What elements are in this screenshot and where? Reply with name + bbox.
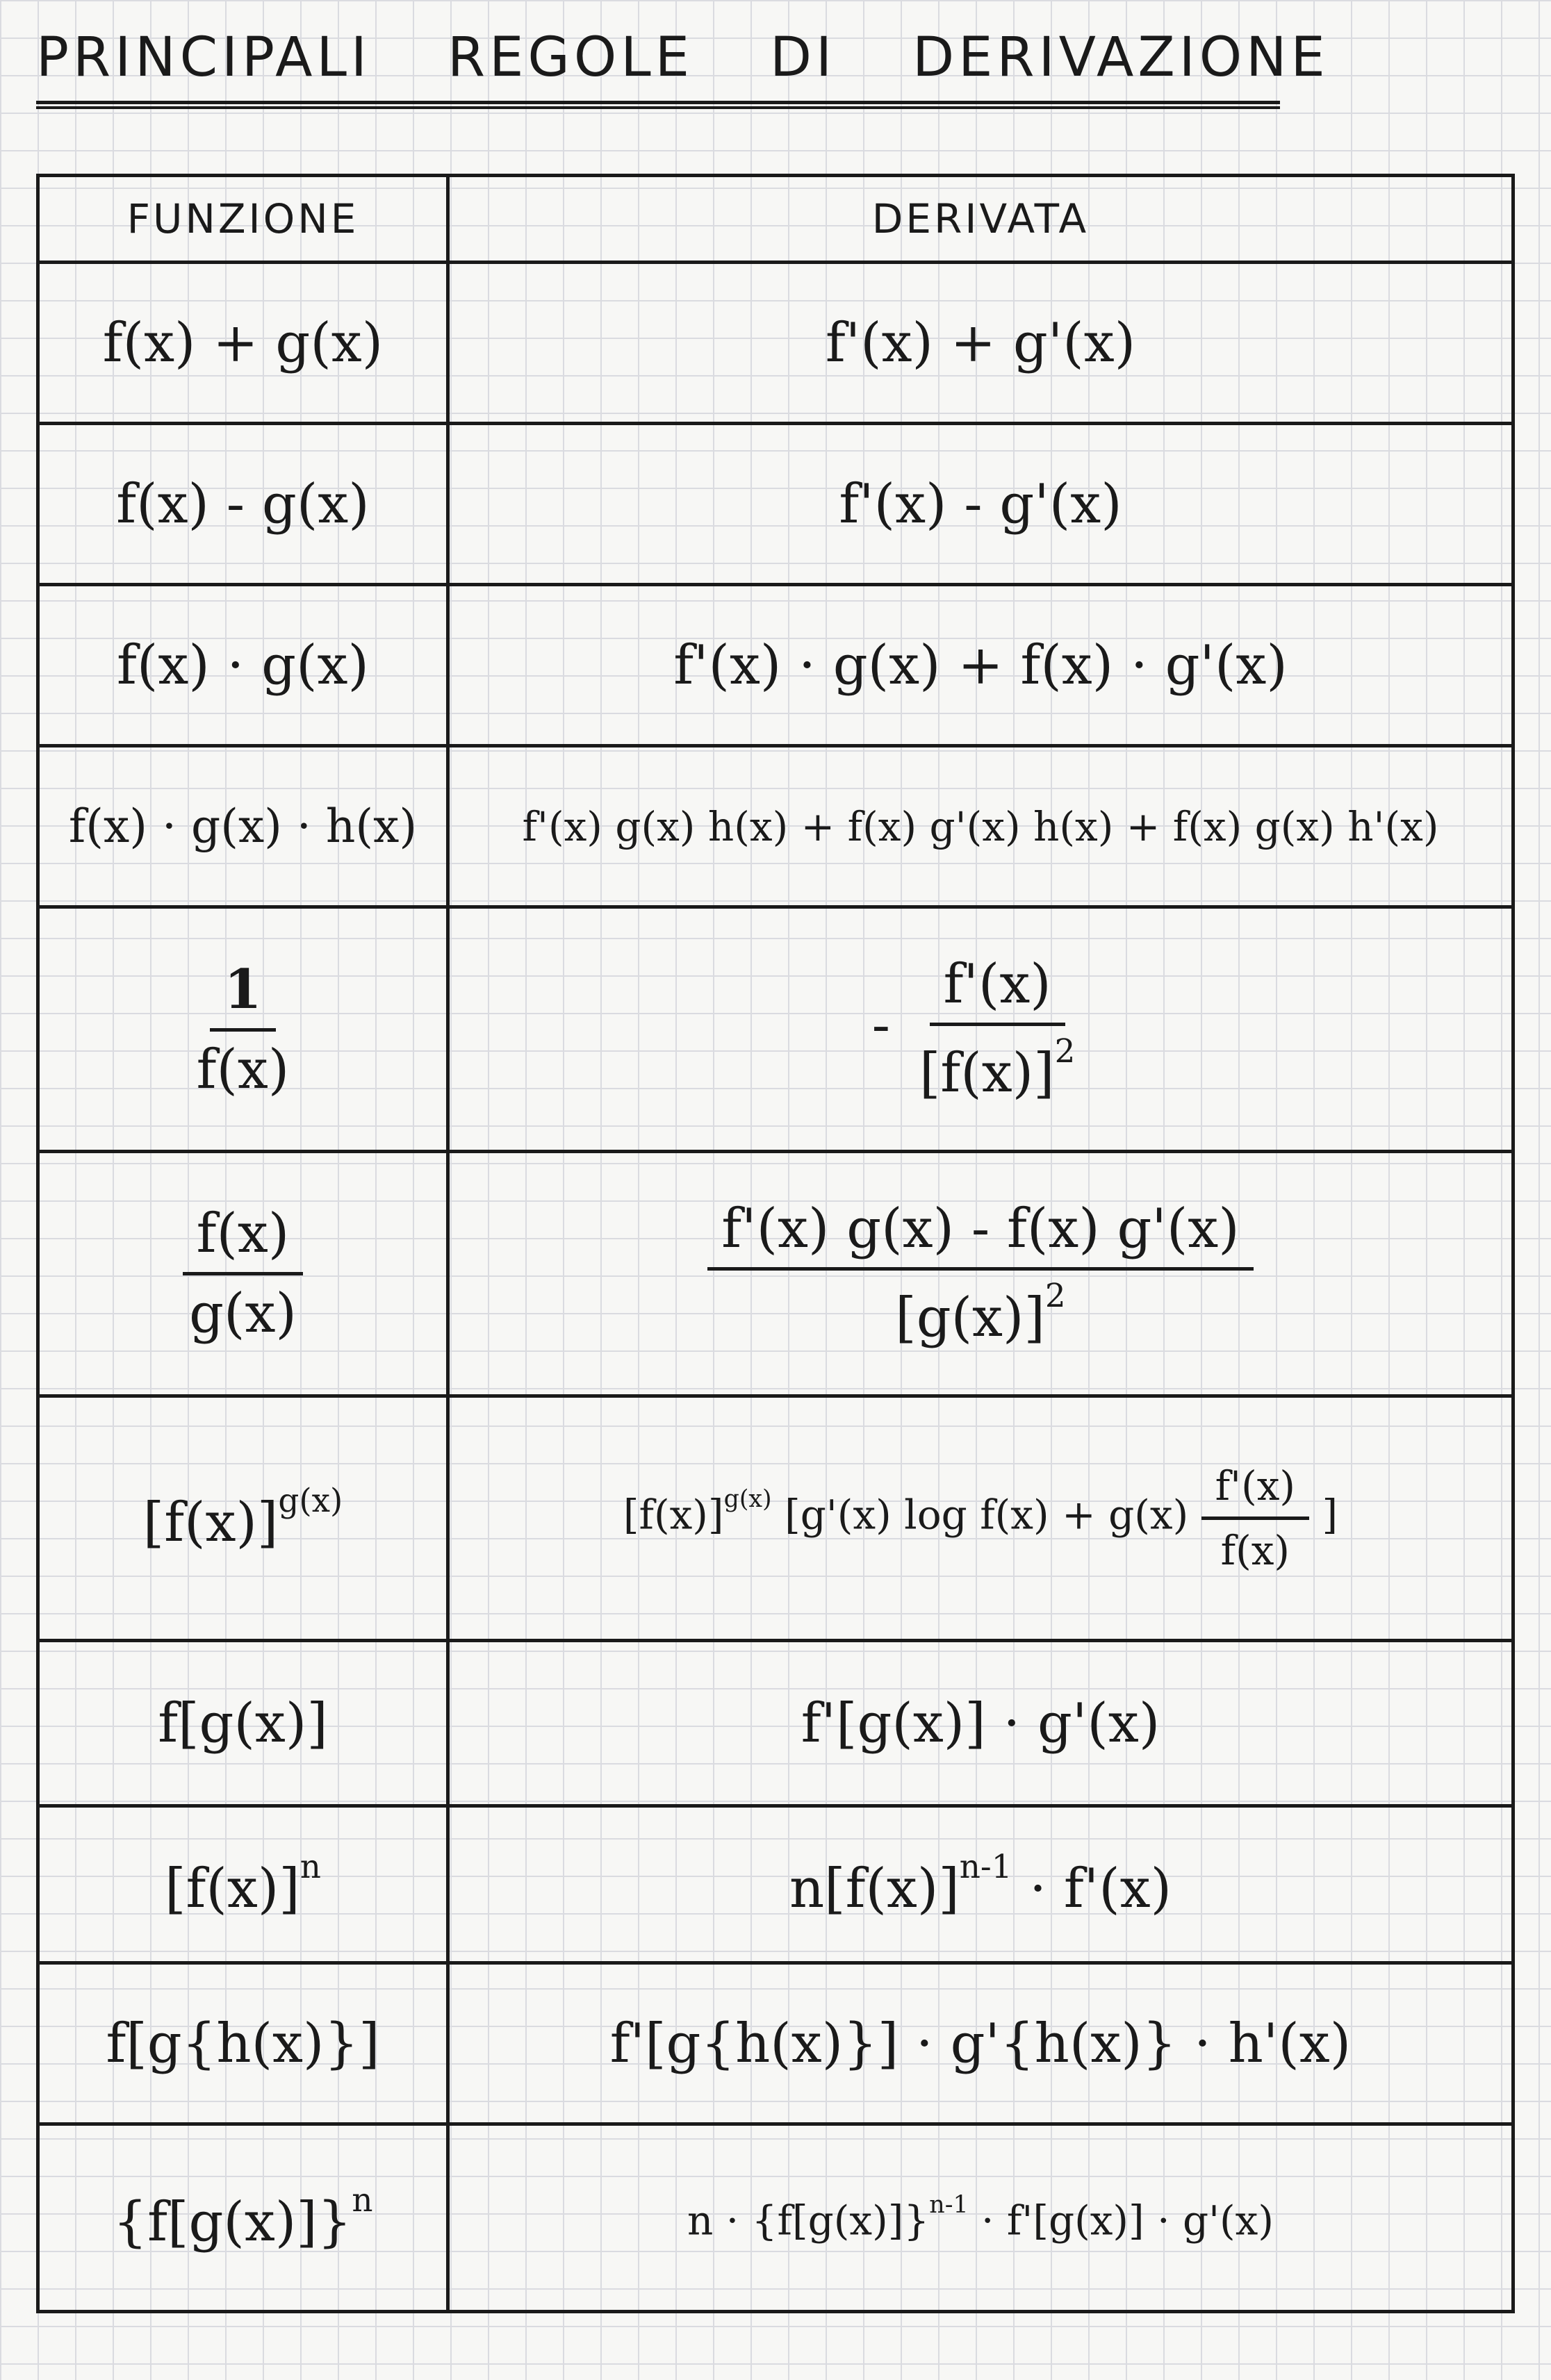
derivative-cell bbox=[448, 907, 1513, 1152]
derivative-fraction bbox=[1201, 1462, 1309, 1574]
table-row bbox=[38, 585, 1513, 746]
power-base: [f(x)] bbox=[142, 1491, 279, 1555]
header-function: FUNZIONE bbox=[38, 176, 448, 263]
fraction-denominator: g(x) bbox=[189, 1282, 297, 1345]
derivative-cell: f'(x) + g'(x) bbox=[448, 263, 1513, 424]
function-cell: f(x) · g(x) · h(x) bbox=[38, 746, 448, 907]
table-row bbox=[38, 263, 1513, 424]
derivative-cell bbox=[448, 1152, 1513, 1396]
function-cell: f(x) · g(x) bbox=[38, 585, 448, 746]
fraction-numerator: f(x) bbox=[183, 1203, 304, 1275]
table-row bbox=[38, 1806, 1513, 1963]
fraction-denominator: f(x) bbox=[196, 1038, 290, 1101]
derivative-cell: f'(x) g(x) h(x) + f(x) g'(x) h(x) + f(x) g(x) h'(x) bbox=[448, 746, 1513, 907]
power-base: {f[g(x)]} bbox=[113, 2191, 352, 2254]
function-cell bbox=[38, 1396, 448, 1641]
table-row bbox=[38, 746, 1513, 907]
derivative-prefix: n · {f[g(x)]} bbox=[687, 2197, 930, 2245]
fraction-numerator: f'(x) bbox=[930, 953, 1065, 1026]
derivative-cell: f'(x) · g(x) + f(x) · g'(x) bbox=[448, 585, 1513, 746]
fraction-denominator: f(x) bbox=[1220, 1527, 1290, 1574]
function-cell bbox=[38, 907, 448, 1152]
power-base: [f(x)] bbox=[623, 1491, 724, 1539]
table-row bbox=[38, 1152, 1513, 1396]
fraction-numerator: f'(x) g(x) - f(x) g'(x) bbox=[707, 1198, 1253, 1271]
table-row bbox=[38, 2124, 1513, 2312]
derivative-cell: f'[g(x)] · g'(x) bbox=[448, 1641, 1513, 1806]
table-row bbox=[38, 907, 1513, 1152]
derivative-cell bbox=[448, 2124, 1513, 2312]
derivative-cell bbox=[448, 1396, 1513, 1641]
title-underline bbox=[36, 101, 1280, 109]
derivative-cell: f'(x) - g'(x) bbox=[448, 424, 1513, 585]
closing-bracket: ] bbox=[1322, 1491, 1338, 1539]
derivative-cell: f'[g{h(x)}] · g'{h(x)} · h'(x) bbox=[448, 1963, 1513, 2124]
denominator-exponent: 2 bbox=[1044, 1278, 1066, 1316]
title-word-4: DERIVAZIONE bbox=[912, 26, 1329, 89]
power-exponent: n bbox=[352, 2181, 373, 2220]
derivative-suffix: · f'[g(x)] · g'(x) bbox=[981, 2197, 1274, 2245]
table-row bbox=[38, 1396, 1513, 1641]
function-fraction bbox=[183, 958, 304, 1101]
minus-sign: - bbox=[871, 993, 890, 1057]
function-cell: f[g(x)] bbox=[38, 1641, 448, 1806]
page-title bbox=[36, 26, 1329, 89]
derivative-rules-table bbox=[36, 174, 1515, 2313]
power-exponent: n-1 bbox=[959, 1848, 1012, 1886]
derivative-suffix: · f'(x) bbox=[1029, 1858, 1172, 1921]
title-word-1: PRINCIPALI bbox=[36, 26, 371, 89]
derivative-cell bbox=[448, 1806, 1513, 1963]
function-cell bbox=[38, 2124, 448, 2312]
function-cell: f[g{h(x)}] bbox=[38, 1963, 448, 2124]
function-cell bbox=[38, 1152, 448, 1396]
title-word-3: DI bbox=[769, 26, 837, 89]
derivative-fraction bbox=[905, 953, 1089, 1105]
function-fraction bbox=[175, 1203, 311, 1345]
derivative-fraction bbox=[707, 1198, 1253, 1349]
table-row bbox=[38, 424, 1513, 585]
power-exponent: n-1 bbox=[929, 2191, 969, 2220]
denominator-base: [f(x)] bbox=[919, 1042, 1055, 1105]
power-exponent: g(x) bbox=[278, 1482, 343, 1520]
power-exponent: n bbox=[299, 1848, 321, 1886]
power-base: [f(x)] bbox=[165, 1858, 300, 1921]
fraction-denominator bbox=[905, 1026, 1089, 1105]
denominator-base: [g(x)] bbox=[895, 1287, 1045, 1350]
function-cell bbox=[38, 1806, 448, 1963]
fraction-numerator: f'(x) bbox=[1201, 1462, 1309, 1520]
denominator-exponent: 2 bbox=[1054, 1033, 1076, 1071]
header-derivative: DERIVATA bbox=[448, 176, 1513, 263]
function-cell: f(x) - g(x) bbox=[38, 424, 448, 585]
title-word-2: REGOLE bbox=[447, 26, 694, 89]
power-exponent: g(x) bbox=[723, 1485, 772, 1514]
derivative-prefix: n[f(x)] bbox=[789, 1858, 960, 1921]
table-row bbox=[38, 1963, 1513, 2124]
table-header-row bbox=[38, 176, 1513, 263]
fraction-denominator bbox=[881, 1271, 1079, 1349]
fraction-numerator: 1 bbox=[210, 958, 275, 1032]
derivative-middle: [g'(x) log f(x) + g(x) bbox=[785, 1491, 1189, 1539]
function-cell: f(x) + g(x) bbox=[38, 263, 448, 424]
table-row bbox=[38, 1641, 1513, 1806]
